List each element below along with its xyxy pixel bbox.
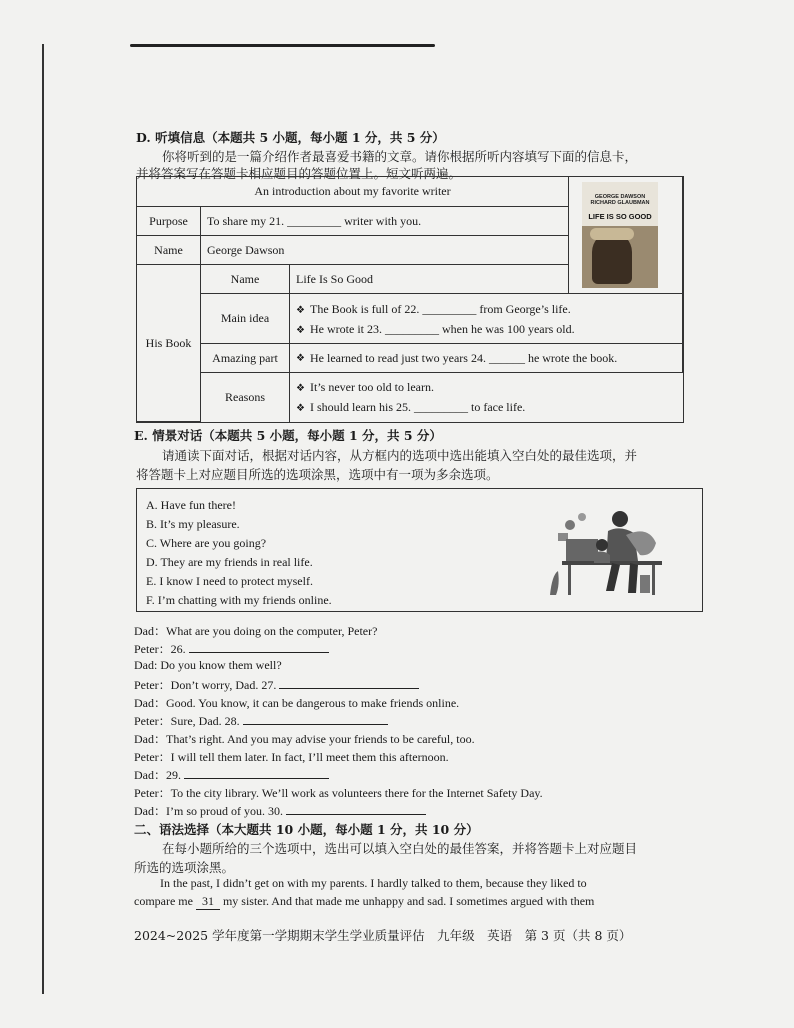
book-name-label: Name: [201, 265, 290, 294]
grammar-instruction-2: 所选的选项涂黑。: [134, 860, 235, 875]
person-at-computer-illustration: [548, 505, 670, 600]
page-footer: 2024~2025 学年度第一学期期末学生学业质量评估 九年级 英语 第 3 页（共 8 页）: [134, 928, 632, 943]
diamond-bullet-icon: ❖: [296, 352, 305, 364]
main-idea-content: [290, 294, 683, 344]
option-d: D. They are my friends in real life.: [146, 555, 313, 569]
answer-blank-27[interactable]: [279, 677, 419, 689]
reasons-2: I should learn his 25. _________ to face life.: [310, 400, 526, 414]
grammar-instruction-1: 在每小题所给的三个选项中，选出可以填入空白处的最佳答案，并将答题卡上对应题目: [162, 841, 638, 856]
diamond-bullet-icon: ❖: [296, 403, 305, 414]
reasons-label: Reasons: [201, 373, 290, 422]
book-cover-image: [582, 182, 658, 288]
answer-blank-31[interactable]: 31: [196, 894, 220, 910]
passage-line-2: compare me 31 my sister. And that made me unhappy and sad. I sometimes argued with them: [134, 894, 595, 908]
answer-blank-29[interactable]: [184, 767, 329, 779]
his-book-label: His Book: [137, 265, 201, 422]
dialogue-line-1: Dad：What are you doing on the computer, Peter?: [134, 624, 378, 638]
book-cover-title: LIFE IS SO GOOD: [588, 212, 652, 221]
answer-blank-28[interactable]: [243, 713, 388, 725]
answer-blank-30[interactable]: [286, 803, 426, 815]
top-rule: [130, 44, 435, 47]
diamond-bullet-icon: ❖: [296, 383, 305, 394]
reasons-1: It’s never too old to learn.: [310, 380, 434, 394]
amazing-part-content: [290, 344, 683, 373]
option-a: A. Have fun there!: [146, 498, 236, 512]
purpose-label: Purpose: [137, 207, 201, 236]
option-e: E. I know I need to protect myself.: [146, 574, 313, 588]
amazing-part-1: He learned to read just two years 24. ______ he wrote the book.: [310, 350, 618, 365]
main-idea-1: The Book is full of 22. _________ from George’s life.: [310, 302, 571, 316]
dialogue-line-10: Peter：To the city library. We’ll work as volunteers there for the Internet Safety Day.: [134, 786, 543, 800]
name-label: Name: [137, 236, 201, 265]
dialogue-line-2: Peter：26.: [134, 640, 329, 657]
dialogue-line-6: Peter：Sure, Dad. 28.: [134, 712, 388, 729]
table-title: An introduction about my favorite writer: [137, 177, 569, 207]
section-e-heading: E. 情景对话（本题共 5 小题，每小题 1 分，共 5 分）: [134, 428, 442, 443]
diamond-bullet-icon: ❖: [296, 305, 305, 316]
book-cover-authors: GEORGE DAWSON RICHARD GLAUBMAN: [590, 194, 650, 206]
grammar-section-heading: 二、语法选择（本大题共 10 小题，每小题 1 分，共 10 分）: [134, 822, 479, 837]
dialogue-line-3: Dad: Do you know them well?: [134, 658, 282, 672]
passage-line-1: In the past, I didn’t get on with my parents. I hardly talked to them, because they liked to: [160, 876, 587, 890]
main-idea-label: Main idea: [201, 294, 290, 344]
name-value: George Dawson: [201, 236, 569, 265]
section-d-heading: D. 听填信息（本题共 5 小题，每小题 1 分，共 5 分）: [136, 130, 445, 145]
option-c: C. Where are you going?: [146, 536, 267, 550]
option-f: F. I’m chatting with my friends online.: [146, 593, 332, 607]
section-d-instruction-1: 你将听到的是一篇介绍作者最喜爱书籍的文章。请你根据所听内容填写下面的信息卡，: [162, 149, 638, 164]
dialogue-line-5: Dad：Good. You know, it can be dangerous to make friends online.: [134, 696, 460, 710]
answer-blank-26[interactable]: [189, 641, 329, 653]
main-idea-2: He wrote it 23. _________ when he was 100 years old.: [310, 322, 575, 336]
option-b: B. It’s my pleasure.: [146, 517, 240, 531]
dialogue-line-7: Dad：That’s right. And you may advise your friends to be careful, too.: [134, 732, 475, 746]
reasons-content: [290, 373, 683, 422]
dialogue-line-11: Dad：I’m so proud of you. 30.: [134, 802, 426, 819]
dialogue-line-8: Peter：I will tell them later. In fact, I’ll meet them this afternoon.: [134, 750, 449, 764]
dialogue-line-4: Peter：Don’t worry, Dad. 27.: [134, 676, 419, 693]
book-name-value: Life Is So Good: [290, 265, 569, 294]
dialogue-line-9: Dad：29.: [134, 766, 329, 783]
diamond-bullet-icon: ❖: [296, 325, 305, 336]
section-d-instruction-2: 并将答案写在答题卡相应题目的答题位置上。短文听两遍。: [136, 166, 462, 181]
section-e-instruction-1: 请通读下面对话，根据对话内容，从方框内的选项中选出能填入空白处的最佳选项，并: [162, 448, 638, 463]
purpose-text: To share my 21. _________ writer with you.: [201, 207, 569, 236]
left-margin-rule: [42, 44, 44, 994]
section-e-instruction-2: 将答题卡上对应题目所选的选项涂黑，选项中有一项为多余选项。: [136, 467, 499, 482]
amazing-part-label: Amazing part: [201, 344, 290, 373]
